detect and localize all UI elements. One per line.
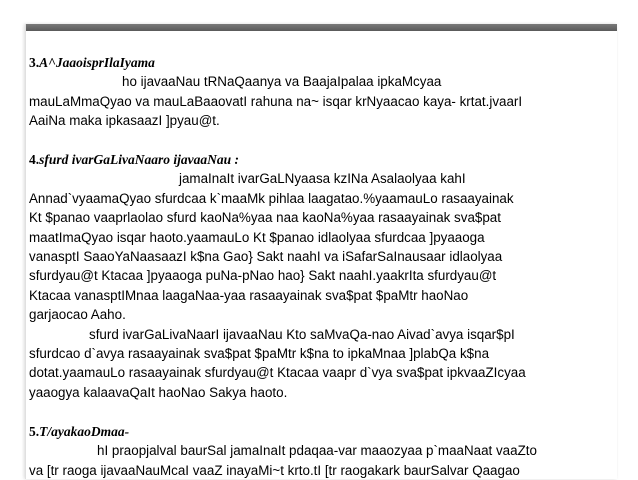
text-line: mauLaMmaQyao va mauLaBaaovatI rahuna na~ isqar krNyaacao kaya- krtat.jvaarI	[29, 93, 523, 109]
section-title: T/ayakaoDmaa-	[39, 423, 130, 439]
text-line: AaiNa maka ipkasaazI ]pyau@t.	[29, 113, 220, 129]
section-heading-4	[29, 150, 614, 169]
text-line: jamaInaIt ivarGaLNyaasa kzINa Asalaolyaa kahI	[179, 171, 466, 187]
section-title: A^JaaoisprIlaIyama	[39, 55, 155, 70]
text-line: yaaogya kalaavaQaIt haoNao Sakya haoto.	[29, 384, 288, 400]
text-line: Kt $panao vaaprlaolao sfurd kaoNa%yaa naa kaoNa%yaa rasaayainak sva$pat	[29, 210, 501, 226]
section-title: sfurd ivarGaLivaNaaro ijavaaNau :	[39, 152, 239, 168]
section-heading-5	[29, 422, 614, 441]
text-line: hI praopjalval baurSal jamaInaIt pdaqaa-var maaozyaa p`maaNaat vaaZto	[97, 443, 537, 459]
text-line: ho ijavaaNau tRNaQaanya va BaajaIpalaa ipkaMcyaa	[122, 74, 442, 90]
text-line: sfurd ivarGaLivaNaarI ijavaaNau Kto saMvaQa-nao Aivad`avya isqar$pI	[89, 326, 515, 342]
text-line: sfurdyau@t Ktacaa ]pyaaoga puNa-pNao hao} Sakt naahI.yaakrIta sfurdyau@t	[29, 268, 497, 284]
section-number: 4.	[29, 152, 40, 168]
slide-top-bar	[26, 24, 617, 31]
text-line: va [tr raoga ijavaaNauMcaI vaaZ inayaMi~t krto.tI [tr raogakark baurSalvar Qaagao	[29, 462, 520, 478]
slide-frame	[25, 24, 617, 479]
text-line: dotat.yaamauLo rasaayainak sfurdyau@t Ktacaa vaapr d`vya sva$pat ipkvaaZIcyaa	[29, 365, 526, 381]
section-number: 5.	[29, 423, 40, 439]
slide-content	[29, 53, 614, 480]
text-line: maatImaQyao isqar haoto.yaamauLo Kt $panao idlaolyaa sfurdcaa ]pyaaoga	[29, 229, 485, 245]
section-number: 3.	[29, 55, 40, 70]
text-line: garjaocao Aaho.	[29, 307, 126, 323]
text-line: Ktacaa vanasptIMnaa laagaNaa-yaa rasaayainak sva$pat $paMtr haoNao	[29, 287, 469, 303]
text-line: Annad`vyaamaQyao sfurdcaa k`maaMk pihlaa laagatao.%yaamauLo rasaayainak	[29, 190, 514, 206]
section-heading-3	[29, 53, 614, 72]
text-line: sfurdcao d`avya rasaayainak sva$pat $paMtr k$na to ipkaMnaa ]plabQa k$na	[29, 346, 490, 362]
text-line: vanasptI SaaoYaNaasaazI k$na Gao} Sakt naahI va iSafarSaInausaar idlaolyaa	[29, 249, 503, 265]
